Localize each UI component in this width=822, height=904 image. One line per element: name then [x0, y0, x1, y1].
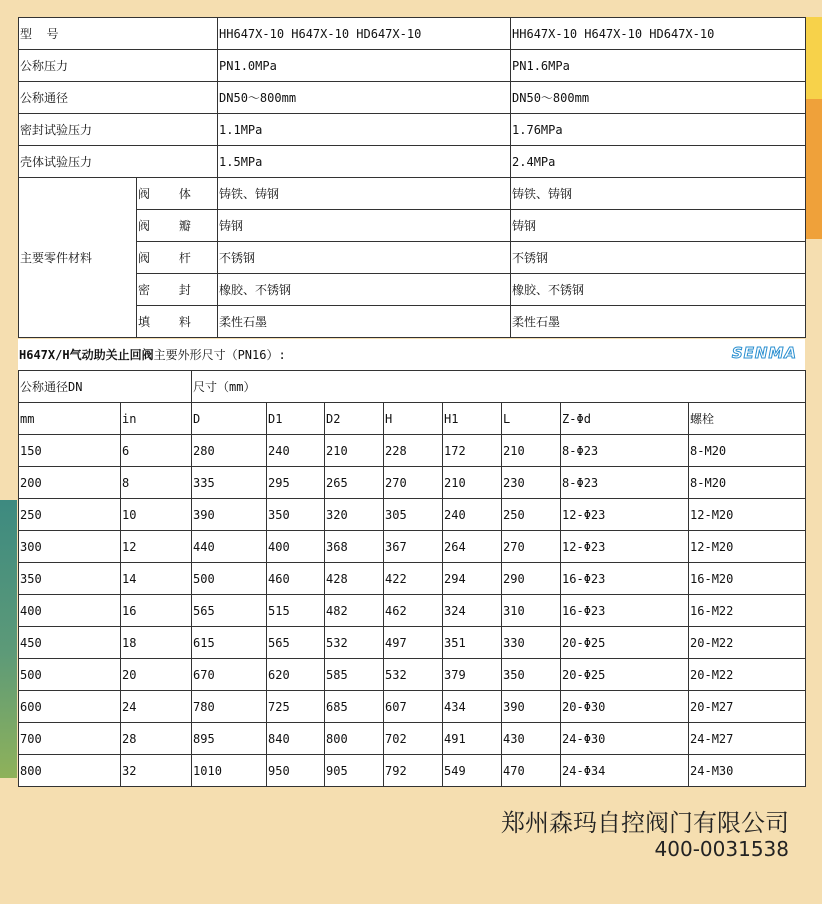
table-cell: 532 — [384, 659, 443, 691]
table-cell: 450 — [19, 627, 121, 659]
table-cell: 12-Φ23 — [561, 499, 689, 531]
table-cell: 16-Φ23 — [561, 595, 689, 627]
caption-product-name: H647X/H气动助关止回阀 — [19, 348, 154, 362]
company-name: 郑州森玛自控阀门有限公司 — [501, 809, 789, 837]
column-header: D2 — [325, 403, 384, 435]
spec-value-shell-test-b: 2.4MPa — [511, 146, 806, 178]
table-cell: 20-Φ25 — [561, 627, 689, 659]
column-header: D — [192, 403, 267, 435]
table-cell: 320 — [325, 499, 384, 531]
table-cell: 295 — [267, 467, 325, 499]
material-part: 填 料 — [137, 306, 218, 338]
table-row — [19, 627, 806, 659]
table-cell: 28 — [121, 723, 192, 755]
table-cell: 6 — [121, 435, 192, 467]
dimension-group-header — [19, 371, 806, 403]
table-cell: 330 — [502, 627, 561, 659]
spec-label-diameter: 公称通径 — [19, 82, 218, 114]
spec-value-model-b: HH647X-10 H647X-10 HD647X-10 — [511, 18, 806, 50]
table-cell: 515 — [267, 595, 325, 627]
table-cell: 368 — [325, 531, 384, 563]
spec-label-seal-test: 密封试验压力 — [19, 114, 218, 146]
material-value-a: 橡胶、不锈钢 — [218, 274, 511, 306]
spec-value-seal-test-b: 1.76MPa — [511, 114, 806, 146]
table-cell: 24-Φ30 — [561, 723, 689, 755]
material-part: 阀 体 — [137, 178, 218, 210]
company-phone: 400-0031538 — [654, 837, 789, 861]
table-cell: 250 — [502, 499, 561, 531]
table-cell: 24-M27 — [689, 723, 806, 755]
table-cell: 14 — [121, 563, 192, 595]
table-cell: 32 — [121, 755, 192, 787]
table-row — [19, 755, 806, 787]
table-cell: 607 — [384, 691, 443, 723]
table-cell: 895 — [192, 723, 267, 755]
spec-row-shell-test — [19, 146, 806, 178]
dimension-caption-bar — [18, 339, 805, 370]
table-cell: 367 — [384, 531, 443, 563]
table-row — [19, 531, 806, 563]
spec-value-pressure-a: PN1.0MPa — [218, 50, 511, 82]
table-cell: 482 — [325, 595, 384, 627]
group-header-size: 尺寸（mm） — [192, 371, 806, 403]
table-cell: 230 — [502, 467, 561, 499]
table-row — [19, 467, 806, 499]
table-row — [19, 435, 806, 467]
senma-logo: SENMA — [731, 344, 797, 362]
table-cell: 725 — [267, 691, 325, 723]
table-cell: 310 — [502, 595, 561, 627]
table-cell: 532 — [325, 627, 384, 659]
table-cell: 10 — [121, 499, 192, 531]
spec-value-diameter-a: DN50～800mm — [218, 82, 511, 114]
table-cell: 351 — [443, 627, 502, 659]
table-cell: 400 — [267, 531, 325, 563]
table-row — [19, 723, 806, 755]
material-value-b: 铸铁、铸钢 — [511, 178, 806, 210]
column-header: L — [502, 403, 561, 435]
decor-strip-orange — [806, 99, 822, 239]
spec-value-seal-test-a: 1.1MPa — [218, 114, 511, 146]
table-cell: 16-M20 — [689, 563, 806, 595]
table-cell: 294 — [443, 563, 502, 595]
table-cell: 1010 — [192, 755, 267, 787]
table-cell: 240 — [443, 499, 502, 531]
table-cell: 702 — [384, 723, 443, 755]
table-cell: 20-Φ30 — [561, 691, 689, 723]
column-header: H — [384, 403, 443, 435]
group-header-dn: 公称通径DN — [19, 371, 192, 403]
spec-row-material — [19, 274, 806, 306]
table-cell: 324 — [443, 595, 502, 627]
table-cell: 434 — [443, 691, 502, 723]
table-cell: 565 — [267, 627, 325, 659]
table-cell: 905 — [325, 755, 384, 787]
table-cell: 500 — [19, 659, 121, 691]
table-cell: 8-Φ23 — [561, 435, 689, 467]
table-cell: 950 — [267, 755, 325, 787]
column-header: mm — [19, 403, 121, 435]
column-header: 螺栓 — [689, 403, 806, 435]
table-cell: 615 — [192, 627, 267, 659]
material-value-b: 不锈钢 — [511, 242, 806, 274]
spec-row-seal-test — [19, 114, 806, 146]
table-cell: 16-M22 — [689, 595, 806, 627]
table-cell: 20-M22 — [689, 659, 806, 691]
table-cell: 210 — [325, 435, 384, 467]
spec-value-model-a: HH647X-10 H647X-10 HD647X-10 — [218, 18, 511, 50]
table-cell: 470 — [502, 755, 561, 787]
table-cell: 305 — [384, 499, 443, 531]
table-cell: 8-Φ23 — [561, 467, 689, 499]
table-cell: 840 — [267, 723, 325, 755]
material-part: 密 封 — [137, 274, 218, 306]
table-cell: 8-M20 — [689, 467, 806, 499]
column-header: H1 — [443, 403, 502, 435]
table-cell: 379 — [443, 659, 502, 691]
table-row — [19, 595, 806, 627]
table-cell: 20-Φ25 — [561, 659, 689, 691]
decor-strip-yellow — [806, 17, 822, 99]
dimension-caption — [19, 346, 286, 363]
spec-row-material — [19, 242, 806, 274]
table-cell: 16-Φ23 — [561, 563, 689, 595]
spec-row-model — [19, 18, 806, 50]
table-cell: 400 — [19, 595, 121, 627]
table-cell: 210 — [502, 435, 561, 467]
table-row — [19, 659, 806, 691]
table-cell: 290 — [502, 563, 561, 595]
material-value-b: 铸钢 — [511, 210, 806, 242]
table-cell: 350 — [19, 563, 121, 595]
material-value-b: 柔性石墨 — [511, 306, 806, 338]
table-cell: 8-M20 — [689, 435, 806, 467]
table-cell: 430 — [502, 723, 561, 755]
table-cell: 300 — [19, 531, 121, 563]
table-cell: 270 — [502, 531, 561, 563]
table-cell: 460 — [267, 563, 325, 595]
table-cell: 250 — [19, 499, 121, 531]
table-cell: 264 — [443, 531, 502, 563]
table-cell: 780 — [192, 691, 267, 723]
table-cell: 172 — [443, 435, 502, 467]
column-header: Z-Φd — [561, 403, 689, 435]
table-cell: 440 — [192, 531, 267, 563]
table-cell: 800 — [19, 755, 121, 787]
spec-value-pressure-b: PN1.6MPa — [511, 50, 806, 82]
table-cell: 620 — [267, 659, 325, 691]
table-cell: 549 — [443, 755, 502, 787]
material-part: 阀 瓣 — [137, 210, 218, 242]
table-cell: 24 — [121, 691, 192, 723]
spec-value-diameter-b: DN50～800mm — [511, 82, 806, 114]
dimension-table — [18, 370, 806, 787]
dimension-body — [19, 435, 806, 787]
decor-strip-green — [0, 500, 17, 778]
table-cell: 565 — [192, 595, 267, 627]
table-cell: 280 — [192, 435, 267, 467]
spec-label-shell-test: 壳体试验压力 — [19, 146, 218, 178]
material-value-a: 柔性石墨 — [218, 306, 511, 338]
spec-row-material — [19, 210, 806, 242]
table-cell: 685 — [325, 691, 384, 723]
table-cell: 12 — [121, 531, 192, 563]
table-cell: 8 — [121, 467, 192, 499]
spec-row-material — [19, 306, 806, 338]
table-cell: 12-M20 — [689, 531, 806, 563]
table-cell: 228 — [384, 435, 443, 467]
table-cell: 24-Φ34 — [561, 755, 689, 787]
table-cell: 24-M30 — [689, 755, 806, 787]
table-cell: 428 — [325, 563, 384, 595]
table-cell: 585 — [325, 659, 384, 691]
spec-label-pressure: 公称压力 — [19, 50, 218, 82]
material-part: 阀 杆 — [137, 242, 218, 274]
spec-value-shell-test-a: 1.5MPa — [218, 146, 511, 178]
table-row — [19, 691, 806, 723]
spec-row-pressure — [19, 50, 806, 82]
table-cell: 12-M20 — [689, 499, 806, 531]
table-row — [19, 563, 806, 595]
spec-row-diameter — [19, 82, 806, 114]
table-cell: 20-M27 — [689, 691, 806, 723]
table-cell: 20 — [121, 659, 192, 691]
table-cell: 335 — [192, 467, 267, 499]
table-cell: 150 — [19, 435, 121, 467]
table-cell: 240 — [267, 435, 325, 467]
table-cell: 800 — [325, 723, 384, 755]
spec-table — [18, 17, 806, 338]
table-cell: 350 — [502, 659, 561, 691]
table-cell: 462 — [384, 595, 443, 627]
spec-label-model: 型 号 — [19, 18, 218, 50]
table-cell: 422 — [384, 563, 443, 595]
table-cell: 491 — [443, 723, 502, 755]
table-cell: 497 — [384, 627, 443, 659]
table-cell: 200 — [19, 467, 121, 499]
material-value-a: 不锈钢 — [218, 242, 511, 274]
caption-rest: 主要外形尺寸（PN16）: — [153, 348, 286, 362]
table-cell: 700 — [19, 723, 121, 755]
table-cell: 500 — [192, 563, 267, 595]
column-header: D1 — [267, 403, 325, 435]
table-cell: 390 — [192, 499, 267, 531]
table-cell: 270 — [384, 467, 443, 499]
spec-label-materials: 主要零件材料 — [19, 178, 137, 338]
table-cell: 265 — [325, 467, 384, 499]
table-cell: 210 — [443, 467, 502, 499]
table-cell: 350 — [267, 499, 325, 531]
column-header: in — [121, 403, 192, 435]
material-value-a: 铸钢 — [218, 210, 511, 242]
table-row — [19, 499, 806, 531]
spec-row-material — [19, 178, 806, 210]
dimension-column-header — [19, 403, 806, 435]
table-cell: 18 — [121, 627, 192, 659]
table-cell: 20-M22 — [689, 627, 806, 659]
table-cell: 12-Φ23 — [561, 531, 689, 563]
table-cell: 16 — [121, 595, 192, 627]
table-cell: 670 — [192, 659, 267, 691]
table-cell: 792 — [384, 755, 443, 787]
table-cell: 600 — [19, 691, 121, 723]
table-cell: 390 — [502, 691, 561, 723]
material-value-b: 橡胶、不锈钢 — [511, 274, 806, 306]
material-value-a: 铸铁、铸钢 — [218, 178, 511, 210]
